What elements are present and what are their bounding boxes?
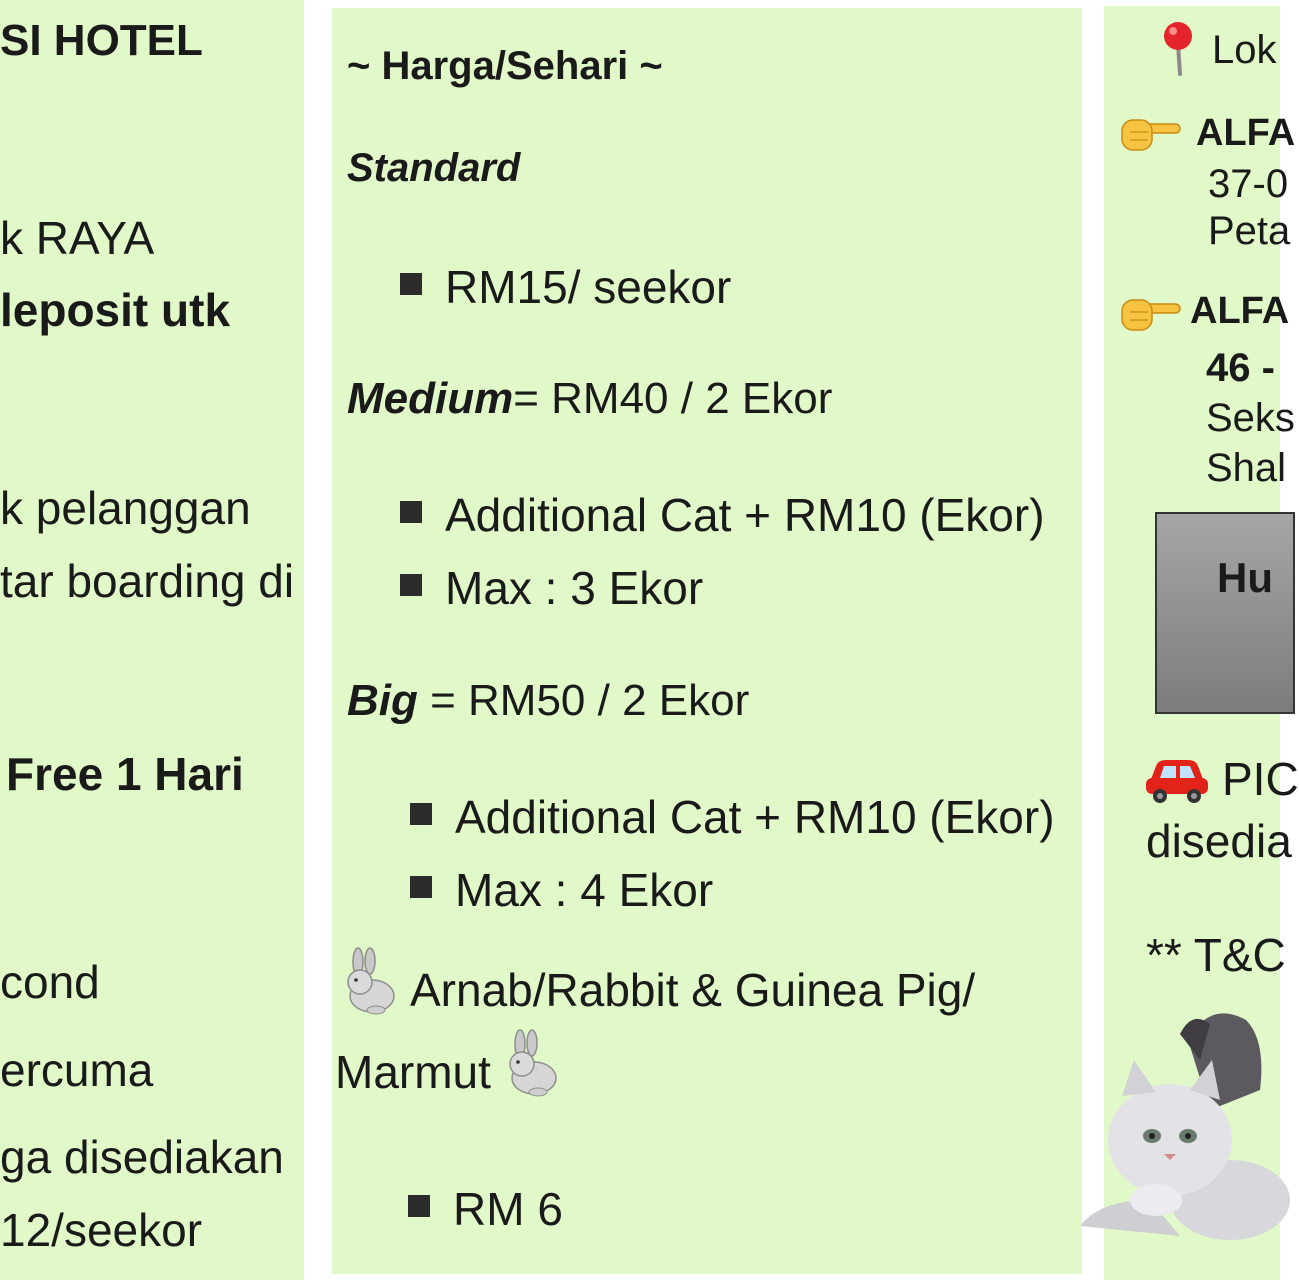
left-title: SI HOTEL (0, 16, 203, 65)
bullet-icon (400, 273, 422, 295)
medium-price: = RM40 / 2 Ekor (513, 374, 833, 423)
terms-label: ** T&C (1146, 929, 1286, 981)
bullet-icon (400, 574, 422, 596)
big-row (347, 676, 749, 726)
pin-icon (1158, 20, 1198, 81)
contact-button[interactable] (1155, 512, 1295, 714)
medium-max: Max : 3 Ekor (445, 562, 704, 614)
big-label: Big (347, 676, 418, 725)
left-line: Free 1 Hari (6, 748, 244, 800)
rabbit-price: RM 6 (453, 1183, 563, 1235)
left-line: 12/seekor (0, 1204, 203, 1256)
medium-label: Medium (347, 374, 514, 423)
bullet-icon (410, 876, 432, 898)
branch-1-address: 37-0 (1208, 162, 1289, 206)
left-line: k pelanggan (0, 482, 251, 534)
standard-label: Standard (347, 146, 521, 190)
bullet-icon (410, 803, 432, 825)
rabbit-line1: Arnab/Rabbit & Guinea Pig/ (410, 964, 976, 1016)
standard-price: RM15/ seekor (445, 261, 732, 313)
branch-2-address: Seks (1206, 396, 1295, 440)
big-additional: Additional Cat + RM10 (Ekor) (455, 791, 1055, 843)
branch-1-address: Peta (1208, 209, 1291, 253)
branch-2-address: Shal (1206, 446, 1287, 490)
kitten-image (1060, 1000, 1280, 1245)
big-price: = RM50 / 2 Ekor (417, 676, 750, 725)
medium-additional: Additional Cat + RM10 (Ekor) (445, 489, 1045, 541)
pointing-hand-icon (1116, 110, 1182, 159)
bullet-icon (400, 501, 422, 523)
pickup-label: PIC (1222, 753, 1299, 805)
branch-2-name: ALFA (1190, 290, 1290, 332)
left-line: tar boarding di (0, 555, 295, 607)
left-panel (0, 0, 304, 1280)
car-icon (1144, 750, 1210, 809)
price-heading: ~ Harga/Sehari ~ (347, 44, 663, 88)
big-max: Max : 4 Ekor (455, 864, 714, 916)
left-line: leposit utk (0, 284, 231, 336)
branch-2-address: 46 - (1206, 346, 1275, 390)
branch-1-name: ALFA (1196, 112, 1296, 154)
left-line: k RAYA (0, 212, 155, 264)
medium-row (347, 374, 832, 424)
location-heading: Lok (1212, 28, 1277, 72)
price-panel (332, 8, 1082, 1274)
rabbit-icon (498, 1030, 560, 1103)
pickup-line2: disedia (1146, 815, 1292, 867)
bullet-icon (408, 1195, 430, 1217)
location-panel (1104, 6, 1299, 1280)
rabbit-line2: Marmut (335, 1046, 491, 1098)
pointing-hand-icon (1116, 290, 1182, 339)
left-line: ga disediakan (0, 1131, 284, 1183)
left-line: ercuma (0, 1044, 154, 1096)
contact-button-label: Hu (1217, 554, 1273, 601)
rabbit-icon (336, 948, 398, 1021)
left-line: cond (0, 956, 100, 1008)
